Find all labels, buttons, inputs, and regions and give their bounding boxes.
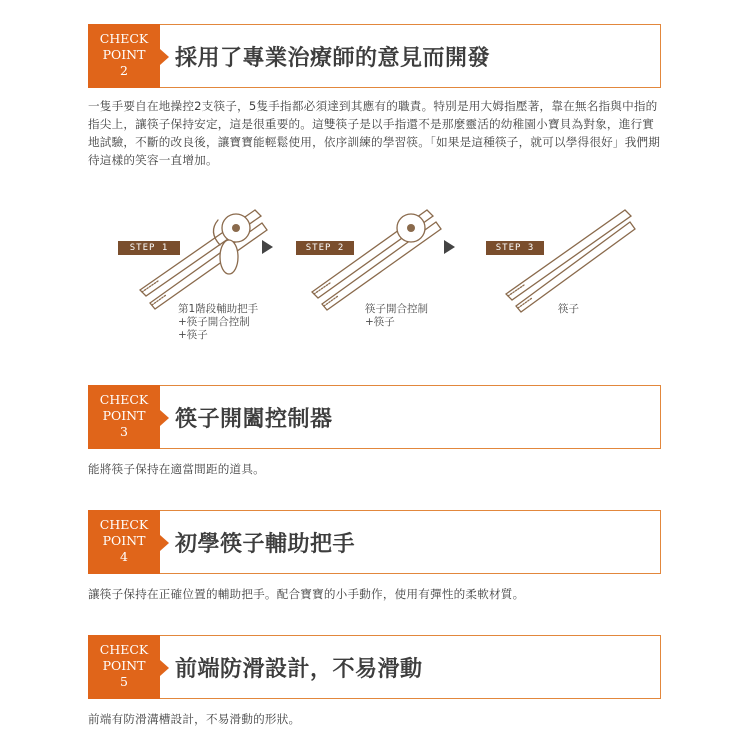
step1-chopsticks-icon [140, 210, 267, 309]
step-1-caption: 第1階段輔助把手 +筷子開合控制 +筷子 [178, 303, 259, 341]
checkpoint-5-header [88, 635, 661, 699]
next-arrow-icon [262, 240, 273, 254]
step2-chopsticks-icon [312, 210, 441, 310]
badge-arrow-icon [160, 410, 169, 426]
checkpoint-title: 採用了專業治療師的意見而開發 [175, 46, 491, 71]
step-2-caption: 筷子開合控制 +筷子 [365, 303, 428, 328]
checkpoint-title: 前端防滑設計，不易滑動 [175, 657, 423, 682]
checkpoint-3-text: 能將筷子保持在適當間距的道具。 [88, 462, 265, 476]
checkpoint-badge: CHECK POINT 5 [88, 635, 160, 699]
checkpoint-5-text: 前端有防滑溝槽設計，不易滑動的形狀。 [88, 712, 301, 726]
step3-chopsticks-icon [506, 210, 635, 312]
checkpoint-2-text: 一隻手要自在地操控2支筷子，5隻手指都必須達到其應有的職責。特別是用大姆指壓著，靠在無名指與中指的指尖上，讓筷子保持安定，這是很重要的。這雙筷子是以手指還不是那麼靈活的幼稚園小寶貝為對象，進行實地試驗，不斷的改良後，讓寶寶能輕鬆使用，依序訓練的學習筷。「如果是這種筷子，就可以學得很好」我們期待這樣的笑容一直增加。 [88, 99, 661, 167]
step-2-label: STEP 2 [296, 241, 354, 255]
step-1-label: STEP 1 [118, 241, 180, 255]
badge-arrow-icon [160, 660, 169, 676]
checkpoint-badge: CHECK POINT 3 [88, 385, 160, 449]
badge-arrow-icon [160, 535, 169, 551]
checkpoint-4-header [88, 510, 661, 574]
step-3-label: STEP 3 [486, 241, 544, 255]
next-arrow-icon [444, 240, 455, 254]
checkpoint-3-header [88, 385, 661, 449]
step-3-caption: 筷子 [558, 303, 579, 315]
checkpoint-badge: CHECK POINT 2 [88, 24, 160, 88]
checkpoint-4-text: 讓筷子保持在正確位置的輔助把手。配合寶寶的小手動作，使用有彈性的柔軟材質。 [88, 587, 525, 601]
checkpoint-title: 筷子開闔控制器 [175, 407, 333, 432]
checkpoint-badge: CHECK POINT 4 [88, 510, 160, 574]
checkpoint-title: 初學筷子輔助把手 [175, 532, 356, 557]
